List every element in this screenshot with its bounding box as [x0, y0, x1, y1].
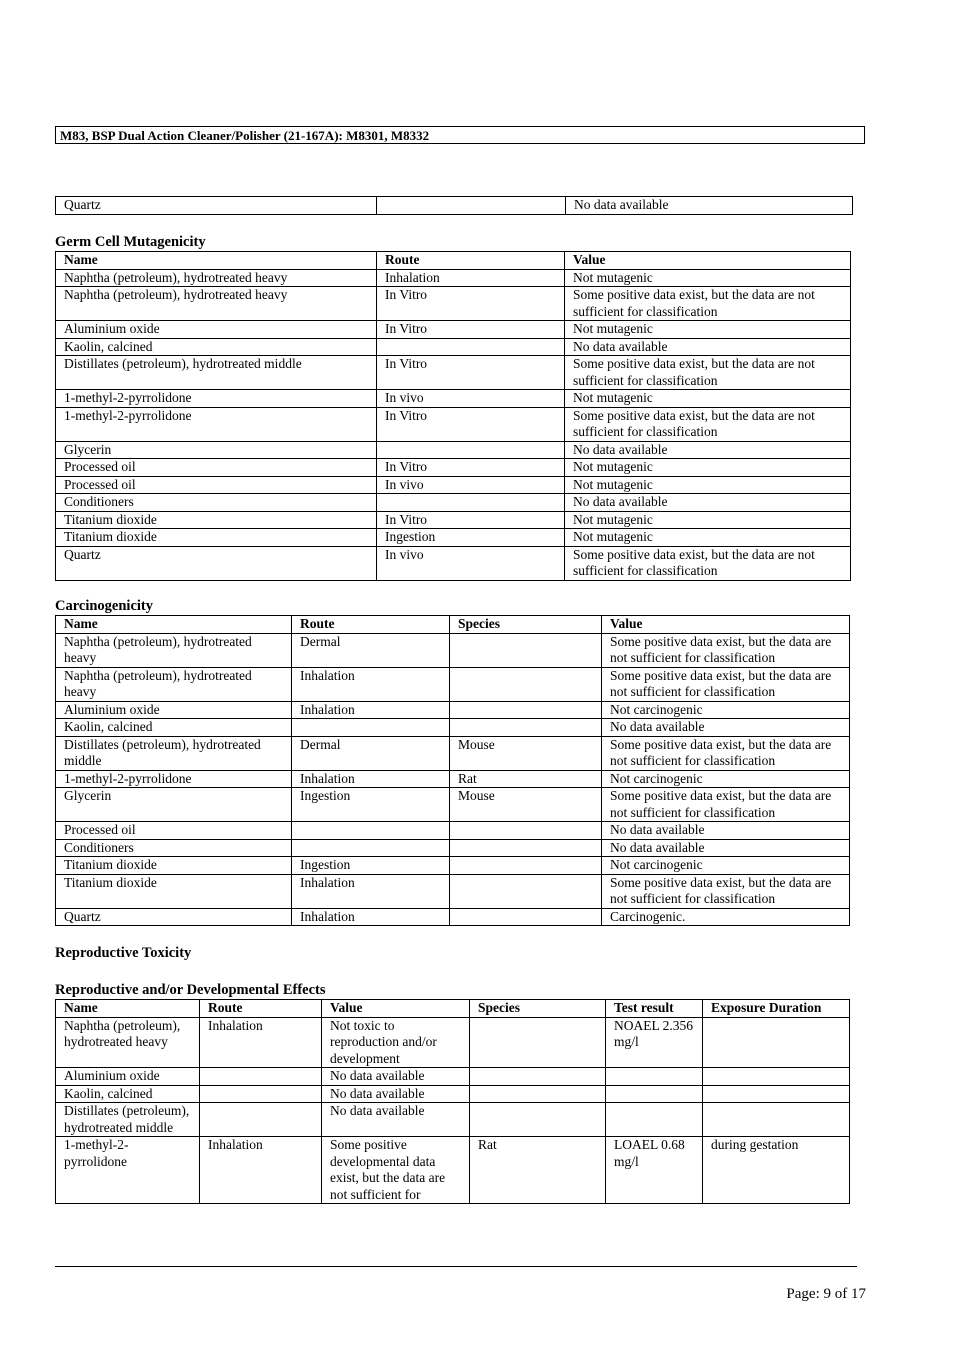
table-cell: Some positive data exist, but the data are not sufficient for classification	[602, 633, 850, 667]
repro-dev-table	[55, 999, 850, 1204]
table-row	[56, 356, 851, 390]
table-row	[56, 494, 851, 512]
table-cell: Not mutagenic	[565, 269, 851, 287]
table-cell: Dermal	[292, 736, 450, 770]
table-cell	[450, 719, 602, 737]
table-cell	[292, 822, 450, 840]
table-cell	[377, 338, 565, 356]
column-header: Species	[450, 616, 602, 634]
column-header: Species	[470, 1000, 606, 1018]
table-cell	[200, 1068, 322, 1086]
table-cell: during gestation	[703, 1137, 850, 1204]
continued-table	[55, 196, 853, 215]
table-row	[56, 269, 851, 287]
table-cell: 1-methyl-2-pyrrolidone	[56, 1137, 200, 1204]
table-cell: Aluminium oxide	[56, 321, 377, 339]
table-cell	[703, 1103, 850, 1137]
table-row	[56, 287, 851, 321]
table-row	[56, 839, 850, 857]
table-cell	[470, 1103, 606, 1137]
table-cell: No data available	[602, 822, 850, 840]
table-row	[56, 1103, 850, 1137]
table-cell	[703, 1068, 850, 1086]
table-row	[56, 390, 851, 408]
table-cell: Naphtha (petroleum), hydrotreated heavy	[56, 1017, 200, 1068]
table-cell	[450, 701, 602, 719]
table-cell	[450, 857, 602, 875]
table-cell: Not carcinogenic	[602, 701, 850, 719]
table-cell: Naphtha (petroleum), hydrotreated heavy	[56, 667, 292, 701]
table-cell: Quartz	[56, 908, 292, 926]
table-row	[56, 1068, 850, 1086]
table-cell	[470, 1085, 606, 1103]
table-cell: Glycerin	[56, 441, 377, 459]
table-cell	[470, 1068, 606, 1086]
table-cell: Kaolin, calcined	[56, 719, 292, 737]
table-cell: 1-methyl-2-pyrrolidone	[56, 770, 292, 788]
table-cell	[606, 1085, 703, 1103]
table-cell: No data available	[565, 494, 851, 512]
table-cell: No data available	[602, 719, 850, 737]
column-header: Route	[200, 1000, 322, 1018]
table-row	[56, 338, 851, 356]
table-cell	[450, 908, 602, 926]
table-cell: In vivo	[377, 546, 565, 580]
table-cell: Kaolin, calcined	[56, 1085, 200, 1103]
header-row	[56, 252, 851, 270]
table-row	[56, 822, 850, 840]
table-cell: LOAEL 0.68 mg/l	[606, 1137, 703, 1204]
table-cell: Some positive data exist, but the data are not sufficient for classification	[565, 356, 851, 390]
table-row	[56, 459, 851, 477]
table-cell: Kaolin, calcined	[56, 338, 377, 356]
column-header: Value	[322, 1000, 470, 1018]
table-cell	[200, 1103, 322, 1137]
table-cell: Titanium dioxide	[56, 857, 292, 875]
table-cell: In Vitro	[377, 356, 565, 390]
table-row	[56, 667, 850, 701]
table-cell: Rat	[450, 770, 602, 788]
table-cell: Some positive data exist, but the data are not sufficient for classification	[565, 287, 851, 321]
table-cell: Processed oil	[56, 822, 292, 840]
table-cell: Mouse	[450, 736, 602, 770]
table-cell	[470, 1017, 606, 1068]
table-cell: 1-methyl-2-pyrrolidone	[56, 407, 377, 441]
table-cell	[200, 1085, 322, 1103]
table-cell: NOAEL 2.356 mg/l	[606, 1017, 703, 1068]
table-cell: In Vitro	[377, 459, 565, 477]
table-cell: Some positive data exist, but the data are not sufficient for classification	[602, 788, 850, 822]
table-cell	[606, 1103, 703, 1137]
table-cell: Aluminium oxide	[56, 1068, 200, 1086]
column-header: Exposure Duration	[703, 1000, 850, 1018]
table-cell: In Vitro	[377, 321, 565, 339]
reproductive-toxicity-title: Reproductive Toxicity	[55, 945, 192, 961]
header-row	[56, 1000, 850, 1018]
repro-dev-title: Reproductive and/or Developmental Effects	[55, 982, 326, 998]
table-cell: Mouse	[450, 788, 602, 822]
column-header: Name	[56, 252, 377, 270]
header-row	[56, 616, 850, 634]
table-cell	[450, 874, 602, 908]
cell-value: No data available	[566, 197, 853, 215]
table-cell: Ingestion	[377, 529, 565, 547]
table-cell: Inhalation	[292, 908, 450, 926]
table-row	[56, 476, 851, 494]
table-cell: Not toxic to reproduction and/or development	[322, 1017, 470, 1068]
table-row	[56, 701, 850, 719]
table-cell: Some positive data exist, but the data are not sufficient for classification	[602, 736, 850, 770]
table-cell: Rat	[470, 1137, 606, 1204]
table-cell	[450, 822, 602, 840]
cell-name: Quartz	[56, 197, 377, 215]
column-header: Value	[602, 616, 850, 634]
table-cell: Inhalation	[292, 701, 450, 719]
table-cell: Naphtha (petroleum), hydrotreated heavy	[56, 269, 377, 287]
table-cell: Inhalation	[292, 770, 450, 788]
table-cell: Processed oil	[56, 476, 377, 494]
column-header: Name	[56, 1000, 200, 1018]
table-row	[56, 197, 853, 215]
table-cell: In Vitro	[377, 287, 565, 321]
table-cell: Conditioners	[56, 839, 292, 857]
table-cell	[606, 1068, 703, 1086]
table-row	[56, 874, 850, 908]
table-cell: Inhalation	[292, 874, 450, 908]
table-cell	[703, 1085, 850, 1103]
document-header-title: M83, BSP Dual Action Cleaner/Polisher (21-167A): M8301, M8332	[55, 126, 865, 144]
table-cell	[377, 441, 565, 459]
table-cell: Not mutagenic	[565, 529, 851, 547]
column-header: Route	[292, 616, 450, 634]
table-cell	[377, 494, 565, 512]
table-cell: In vivo	[377, 390, 565, 408]
table-cell: Titanium dioxide	[56, 529, 377, 547]
table-cell	[292, 839, 450, 857]
table-cell: Quartz	[56, 546, 377, 580]
table-cell: Some positive data exist, but the data are not sufficient for classification	[602, 667, 850, 701]
table-cell: Not mutagenic	[565, 321, 851, 339]
table-cell: Titanium dioxide	[56, 874, 292, 908]
carcinogenicity-title: Carcinogenicity	[55, 598, 153, 614]
table-cell: No data available	[322, 1068, 470, 1086]
table-row	[56, 529, 851, 547]
table-row	[56, 736, 850, 770]
table-cell: Distillates (petroleum), hydrotreated middle	[56, 356, 377, 390]
table-cell	[450, 633, 602, 667]
table-row	[56, 321, 851, 339]
germ-cell-table	[55, 251, 851, 581]
table-row	[56, 546, 851, 580]
table-cell	[292, 719, 450, 737]
table-cell: Distillates (petroleum), hydrotreated middle	[56, 1103, 200, 1137]
table-cell: Ingestion	[292, 857, 450, 875]
table-row	[56, 511, 851, 529]
table-cell: Not carcinogenic	[602, 857, 850, 875]
table-cell: Inhalation	[377, 269, 565, 287]
table-cell: Inhalation	[200, 1017, 322, 1068]
page-number: Page: 9 of 17	[786, 1286, 866, 1302]
germ-cell-title: Germ Cell Mutagenicity	[55, 234, 206, 250]
table-cell: No data available	[602, 839, 850, 857]
table-cell: Conditioners	[56, 494, 377, 512]
table-cell: No data available	[322, 1085, 470, 1103]
table-row	[56, 770, 850, 788]
table-cell: Naphtha (petroleum), hydrotreated heavy	[56, 633, 292, 667]
table-cell: Not carcinogenic	[602, 770, 850, 788]
table-row	[56, 857, 850, 875]
table-cell: Titanium dioxide	[56, 511, 377, 529]
carcinogenicity-table	[55, 615, 850, 926]
column-header: Test result	[606, 1000, 703, 1018]
table-cell: Naphtha (petroleum), hydrotreated heavy	[56, 287, 377, 321]
table-cell: 1-methyl-2-pyrrolidone	[56, 390, 377, 408]
table-cell: Some positive data exist, but the data are not sufficient for classification	[602, 874, 850, 908]
table-cell: Glycerin	[56, 788, 292, 822]
table-cell: Aluminium oxide	[56, 701, 292, 719]
table-cell: No data available	[565, 441, 851, 459]
table-row	[56, 1085, 850, 1103]
table-cell	[450, 667, 602, 701]
table-cell: Not mutagenic	[565, 459, 851, 477]
table-row	[56, 633, 850, 667]
table-row	[56, 908, 850, 926]
table-cell: Not mutagenic	[565, 511, 851, 529]
table-cell: Inhalation	[292, 667, 450, 701]
table-cell	[703, 1017, 850, 1068]
table-cell: Ingestion	[292, 788, 450, 822]
table-row	[56, 407, 851, 441]
table-row	[56, 719, 850, 737]
table-cell: Some positive data exist, but the data are not sufficient for classification	[565, 407, 851, 441]
table-row	[56, 1137, 850, 1204]
column-header: Name	[56, 616, 292, 634]
table-cell: In Vitro	[377, 511, 565, 529]
table-cell: Dermal	[292, 633, 450, 667]
table-cell: No data available	[565, 338, 851, 356]
table-row	[56, 1017, 850, 1068]
table-row	[56, 788, 850, 822]
table-cell: Inhalation	[200, 1137, 322, 1204]
table-cell: Carcinogenic.	[602, 908, 850, 926]
column-header: Value	[565, 252, 851, 270]
column-header: Route	[377, 252, 565, 270]
footer-divider	[55, 1266, 857, 1267]
table-cell: Some positive data exist, but the data are not sufficient for classification	[565, 546, 851, 580]
table-cell: No data available	[322, 1103, 470, 1137]
table-cell: Some positive developmental data exist, but the data are not sufficient for	[322, 1137, 470, 1204]
table-cell: Distillates (petroleum), hydrotreated middle	[56, 736, 292, 770]
table-cell: Not mutagenic	[565, 390, 851, 408]
table-cell: Processed oil	[56, 459, 377, 477]
table-cell	[450, 839, 602, 857]
table-cell: Not mutagenic	[565, 476, 851, 494]
cell-route	[377, 197, 566, 215]
table-cell: In vivo	[377, 476, 565, 494]
table-cell: In Vitro	[377, 407, 565, 441]
table-row	[56, 441, 851, 459]
